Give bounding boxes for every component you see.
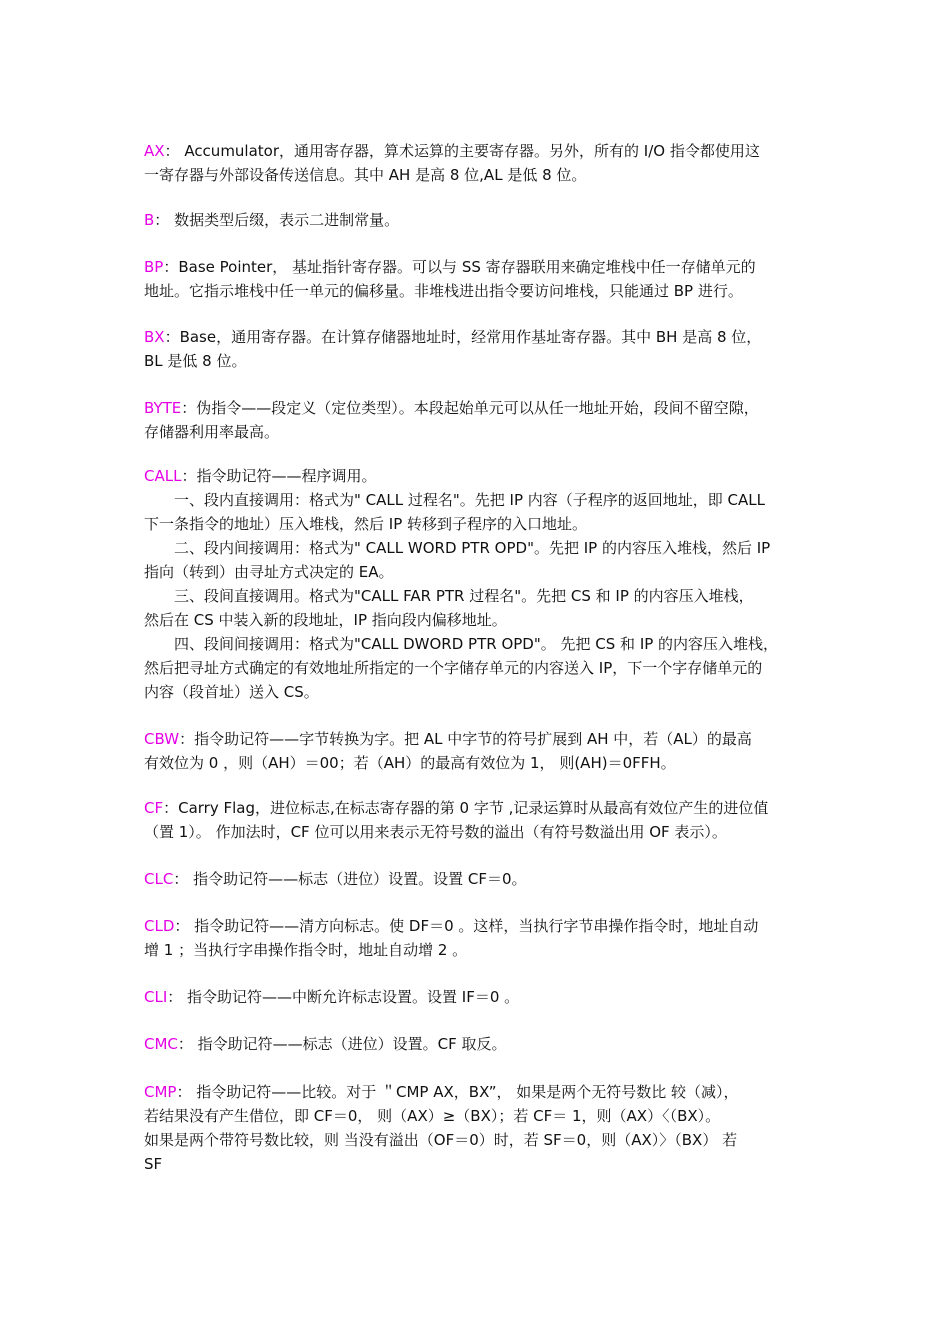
entry-cli — [144, 985, 814, 1009]
entry-line: 一寄存器与外部设备传送信息。其中 AH 是高 8 位,AL 是低 8 位。 — [144, 166, 587, 184]
entry-line: 地址。它指示堆栈中任一单元的偏移量。非堆栈进出指令要访问堆栈，只能通过 BP 进行。 — [144, 282, 743, 300]
entry-term: AX — [144, 142, 165, 160]
entry-text: ：指令助记符——程序调用。 — [181, 467, 377, 485]
entry-line: 内容（段首址）送入 CS。 — [144, 683, 319, 701]
entry-line: 四、段间间接调用：格式为"CALL DWORD PTR OPD"。 先把 CS 和 IP 的内容压入堆栈， — [174, 635, 779, 653]
entry-term: CMC — [144, 1035, 178, 1053]
entry-line — [144, 325, 814, 349]
entry-term: CALL — [144, 467, 182, 485]
entry-bx — [144, 325, 814, 373]
entry-line: 然后在 CS 中装入新的段地址，IP 指向段内偏移地址。 — [144, 611, 507, 629]
entry-text: ：指令助记符——字节转换为字。把 AL 中字节的符号扩展到 AH 中，若（AL）的最高 — [179, 730, 752, 748]
entry-term: CMP — [144, 1083, 177, 1101]
entry-text: ： 指令助记符——标志（进位）设置。设置 CF＝0。 — [173, 870, 527, 888]
entry-line: 三、段间直接调用。格式为"CALL FAR PTR 过程名"。先把 CS 和 IP 的内容压入堆栈， — [174, 587, 754, 605]
entry-cmp — [144, 1080, 814, 1176]
entry-line: 增 1 ；当执行字串操作指令时，地址自动增 2 。 — [144, 941, 468, 959]
entry-text: ： 指令助记符——清方向标志。使 DF＝0 。这样，当执行字节串操作指令时，地址自动 — [174, 917, 759, 935]
entry-line: BL 是低 8 位。 — [144, 352, 247, 370]
entry-line — [144, 727, 814, 751]
entry-line: 一、段内直接调用：格式为" CALL 过程名"。先把 IP 内容（子程序的返回地址，即 CALL — [174, 491, 766, 509]
entry-term: BX — [144, 328, 165, 346]
entry-text: ： 指令助记符——标志（进位）设置。CF 取反。 — [177, 1035, 507, 1053]
entry-byte — [144, 396, 814, 444]
entry-term: CLC — [144, 870, 174, 888]
entry-line — [144, 867, 814, 891]
entry-term: BYTE — [144, 399, 182, 417]
entry-line — [144, 255, 814, 279]
entry-line — [144, 139, 814, 163]
entry-line: 存储器利用率最高。 — [144, 423, 280, 441]
entry-text: ： 指令助记符——比较。对于 ＂CMP AX，BX”， 如果是两个无符号数比 较（减）， — [176, 1083, 739, 1101]
entry-line: 二、段内间接调用：格式为" CALL WORD PTR OPD"。先把 IP 的内容压入堆栈，然后 IP — [174, 539, 771, 557]
entry-term: CBW — [144, 730, 180, 748]
entry-term: BP — [144, 258, 164, 276]
entry-text: ：Base，通用寄存器。在计算存储器地址时，经常用作基址寄存器。其中 BH 是高 8 位， — [164, 328, 762, 346]
entry-cmc — [144, 1032, 814, 1056]
entry-line: SF — [144, 1155, 163, 1173]
entry-line — [144, 796, 814, 820]
entry-text: ：伪指令——段定义（定位类型）。本段起始单元可以从任一地址开始，段间不留空隙， — [181, 399, 759, 417]
entry-line — [144, 985, 814, 1009]
entry-line — [144, 396, 814, 420]
entry-text: ：Carry Flag，进位标志,在标志寄存器的第 0 字节 ,记录运算时从最高有效位产生的进位值 — [163, 799, 769, 817]
entry-term: B — [144, 211, 155, 229]
entry-line — [144, 464, 814, 488]
entry-ax — [144, 139, 814, 187]
entry-term: CLI — [144, 988, 168, 1006]
entry-b — [144, 208, 814, 232]
entry-term: CF — [144, 799, 164, 817]
entry-clc — [144, 867, 814, 891]
entry-line — [144, 1080, 814, 1104]
entry-text: ： 数据类型后缀，表示二进制常量。 — [154, 211, 400, 229]
entry-line: 下一条指令的地址）压入堆栈，然后 IP 转移到子程序的入口地址。 — [144, 515, 588, 533]
entry-text: ：Base Pointer， 基址指针寄存器。可以与 SS 寄存器联用来确定堆栈中任一存储单元的 — [163, 258, 756, 276]
entry-call — [144, 464, 814, 704]
entry-line: 若结果没有产生借位，即 CF＝0， 则（AX）≥（BX）；若 CF＝ 1，则（AX）〈（BX）。 — [144, 1107, 721, 1125]
entry-line — [144, 1032, 814, 1056]
entry-term: CLD — [144, 917, 175, 935]
entry-line — [144, 914, 814, 938]
entry-line: （置 1）。 作加法时，CF 位可以用来表示无符号数的溢出（有符号数溢出用 OF 表示）。 — [144, 823, 727, 841]
entry-line: 然后把寻址方式确定的有效地址所指定的一个字储存单元的内容送入 IP，下一个字存储单元的 — [144, 659, 763, 677]
entry-line — [144, 208, 814, 232]
entry-line: 指向（转到）由寻址方式决定的 EA。 — [144, 563, 394, 581]
entry-bp — [144, 255, 814, 303]
entry-cld — [144, 914, 814, 962]
entry-line: 如果是两个带符号数比较，则 当没有溢出（OF＝0）时，若 SF＝0，则（AX）〉（BX） 若 — [144, 1131, 738, 1149]
entry-text: ： 指令助记符——中断允许标志设置。设置 IF＝0 。 — [167, 988, 520, 1006]
entry-text: ： Accumulator，通用寄存器，算术运算的主要寄存器。另外，所有的 I/O 指令都使用这 — [164, 142, 760, 160]
entry-cbw — [144, 727, 814, 775]
entry-line: 有效位为 0 ，则（AH）＝00；若（AH）的最高有效位为 1， 则(AH)＝0FFH。 — [144, 754, 676, 772]
entry-cf — [144, 796, 814, 844]
